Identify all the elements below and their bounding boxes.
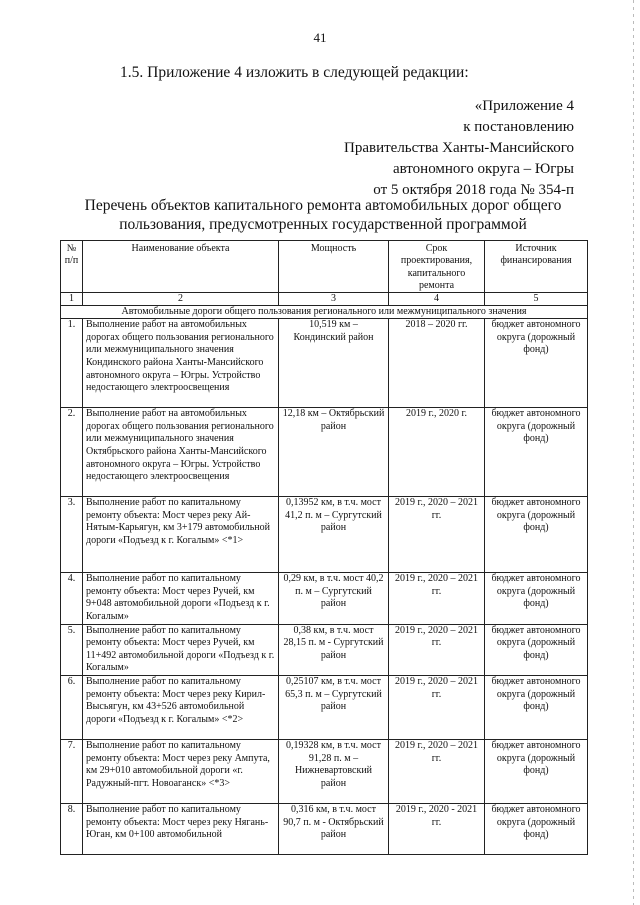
object-capacity: 0,316 км, в т.ч. мост 90,7 п. м - Октябрьский район (279, 803, 389, 854)
object-term: 2019 г., 2020 – 2021 гг. (389, 497, 485, 573)
object-name: Выполнение работ по капитальному ремонту объекта: Мост через реку Ай-Нятым-Карьягун, км 3+179 автомобильной дороги «Подъезд к г. Когалым» <*1> (83, 497, 279, 573)
object-capacity: 0,25107 км, в т.ч. мост 65,3 п. м – Сургутский район (279, 675, 389, 739)
column-number: 4 (389, 293, 485, 306)
header-line: от 5 октября 2018 года № 354-п (373, 182, 574, 198)
object-funding: бюджет автономного округа (дорожный фонд) (485, 624, 588, 675)
object-capacity: 0,29 км, в т.ч. мост 40,2 п. м – Сургутский район (279, 573, 389, 624)
object-name: Выполнение работ на автомобильных дорогах общего пользования регионального или межмуниципального значения Кондинского района Ханты-Мансийского автономного округа – Югры. Устройство недостающего электроосвещения (83, 319, 279, 408)
header-line: «Приложение 4 (474, 98, 574, 114)
object-term: 2019 г., 2020 – 2021 гг. (389, 739, 485, 803)
column-number: 3 (279, 293, 389, 306)
title-line: Перечень объектов капитального ремонта автомобильных дорог общего (84, 197, 562, 214)
table-header-row (61, 241, 588, 293)
object-term: 2019 г., 2020 – 2021 гг. (389, 675, 485, 739)
table-row (61, 803, 588, 854)
column-number: 1 (61, 293, 83, 306)
object-capacity: 12,18 км – Октябрьский район (279, 408, 389, 497)
object-funding: бюджет автономного округа (дорожный фонд) (485, 319, 588, 408)
column-number: 5 (485, 293, 588, 306)
column-numbers-row (61, 293, 588, 306)
row-number: 1. (61, 319, 83, 408)
header-funding: Источник финансирования (485, 241, 588, 293)
title-line: пользования, предусмотренных государственной программой (119, 216, 527, 233)
row-number: 2. (61, 408, 83, 497)
amendment-intro: 1.5. Приложение 4 изложить в следующей редакции: (120, 64, 469, 81)
object-funding: бюджет автономного округа (дорожный фонд) (485, 739, 588, 803)
object-capacity: 10,519 км – Кондинский район (279, 319, 389, 408)
header-term: Срок проектирования, капитального ремонта (389, 241, 485, 293)
object-capacity: 0,38 км, в т.ч. мост 28,15 п. м - Сургутский район (279, 624, 389, 675)
table-row (61, 573, 588, 624)
object-capacity: 0,13952 км, в т.ч. мост 41,2 п. м – Сургутский район (279, 497, 389, 573)
row-number: 8. (61, 803, 83, 854)
header-line: автономного округа – Югры (392, 161, 574, 177)
object-term: 2019 г., 2020 - 2021 гг. (389, 803, 485, 854)
row-number: 3. (61, 497, 83, 573)
header-num: № п/п (61, 241, 83, 293)
row-number: 5. (61, 624, 83, 675)
document-title (60, 196, 586, 234)
object-funding: бюджет автономного округа (дорожный фонд) (485, 408, 588, 497)
object-funding: бюджет автономного округа (дорожный фонд) (485, 573, 588, 624)
header-line: к постановлению (463, 119, 574, 135)
table-row (61, 497, 588, 573)
object-name: Выполнение работ по капитальному ремонту объекта: Мост через Ручей, км 9+048 автомобильной дороги «Подъезд к г. Когалым» (83, 573, 279, 624)
row-number: 7. (61, 739, 83, 803)
object-capacity: 0,19328 км, в т.ч. мост 91,28 п. м – Нижневартовский район (279, 739, 389, 803)
row-number: 4. (61, 573, 83, 624)
object-name: Выполнение работ по капитальному ремонту объекта: Мост через реку Ампута, км 29+010 автомобильной дороги «г. Радужный-пгт. Новоаганск» <*3> (83, 739, 279, 803)
table-row (61, 624, 588, 675)
object-name: Выполнение работ на автомобильных дорогах общего пользования регионального или межмуниципального значения Октябрьского района Ханты-Мансийского автономного округа – Югры. Устройство недостающего электроосвещения (83, 408, 279, 497)
object-funding: бюджет автономного округа (дорожный фонд) (485, 803, 588, 854)
scan-edge-line (633, 0, 634, 905)
object-term: 2018 – 2020 гг. (389, 319, 485, 408)
header-name: Наименование объекта (83, 241, 279, 293)
table-row (61, 675, 588, 739)
object-name: Выполнение работ по капитальному ремонту объекта: Мост через Ручей, км 11+492 автомобильной дороги «Подъезд к г. Когалым» (83, 624, 279, 675)
object-term: 2019 г., 2020 – 2021 гг. (389, 573, 485, 624)
section-title: Автомобильные дороги общего пользования регионального или межмуниципального значения (61, 306, 588, 319)
table-row (61, 319, 588, 408)
column-number: 2 (83, 293, 279, 306)
page-number: 41 (313, 30, 327, 45)
object-funding: бюджет автономного округа (дорожный фонд) (485, 675, 588, 739)
table-row (61, 739, 588, 803)
appendix-header (344, 96, 574, 201)
object-term: 2019 г., 2020 – 2021 гг. (389, 624, 485, 675)
object-name: Выполнение работ по капитальному ремонту объекта: Мост через реку Кирил-Высьягун, км 43+526 автомобильной дороги «Подъезд к г. Когалым» <*2> (83, 675, 279, 739)
row-number: 6. (61, 675, 83, 739)
object-term: 2019 г., 2020 г. (389, 408, 485, 497)
table-row (61, 408, 588, 497)
header-line: Правительства Ханты-Мансийского (344, 140, 574, 156)
header-capacity: Мощность (279, 241, 389, 293)
object-name: Выполнение работ по капитальному ремонту объекта: Мост через реку Нягань-Юган, км 0+100 автомобильной (83, 803, 279, 854)
objects-table (60, 240, 588, 855)
object-funding: бюджет автономного округа (дорожный фонд) (485, 497, 588, 573)
section-row (61, 306, 588, 319)
